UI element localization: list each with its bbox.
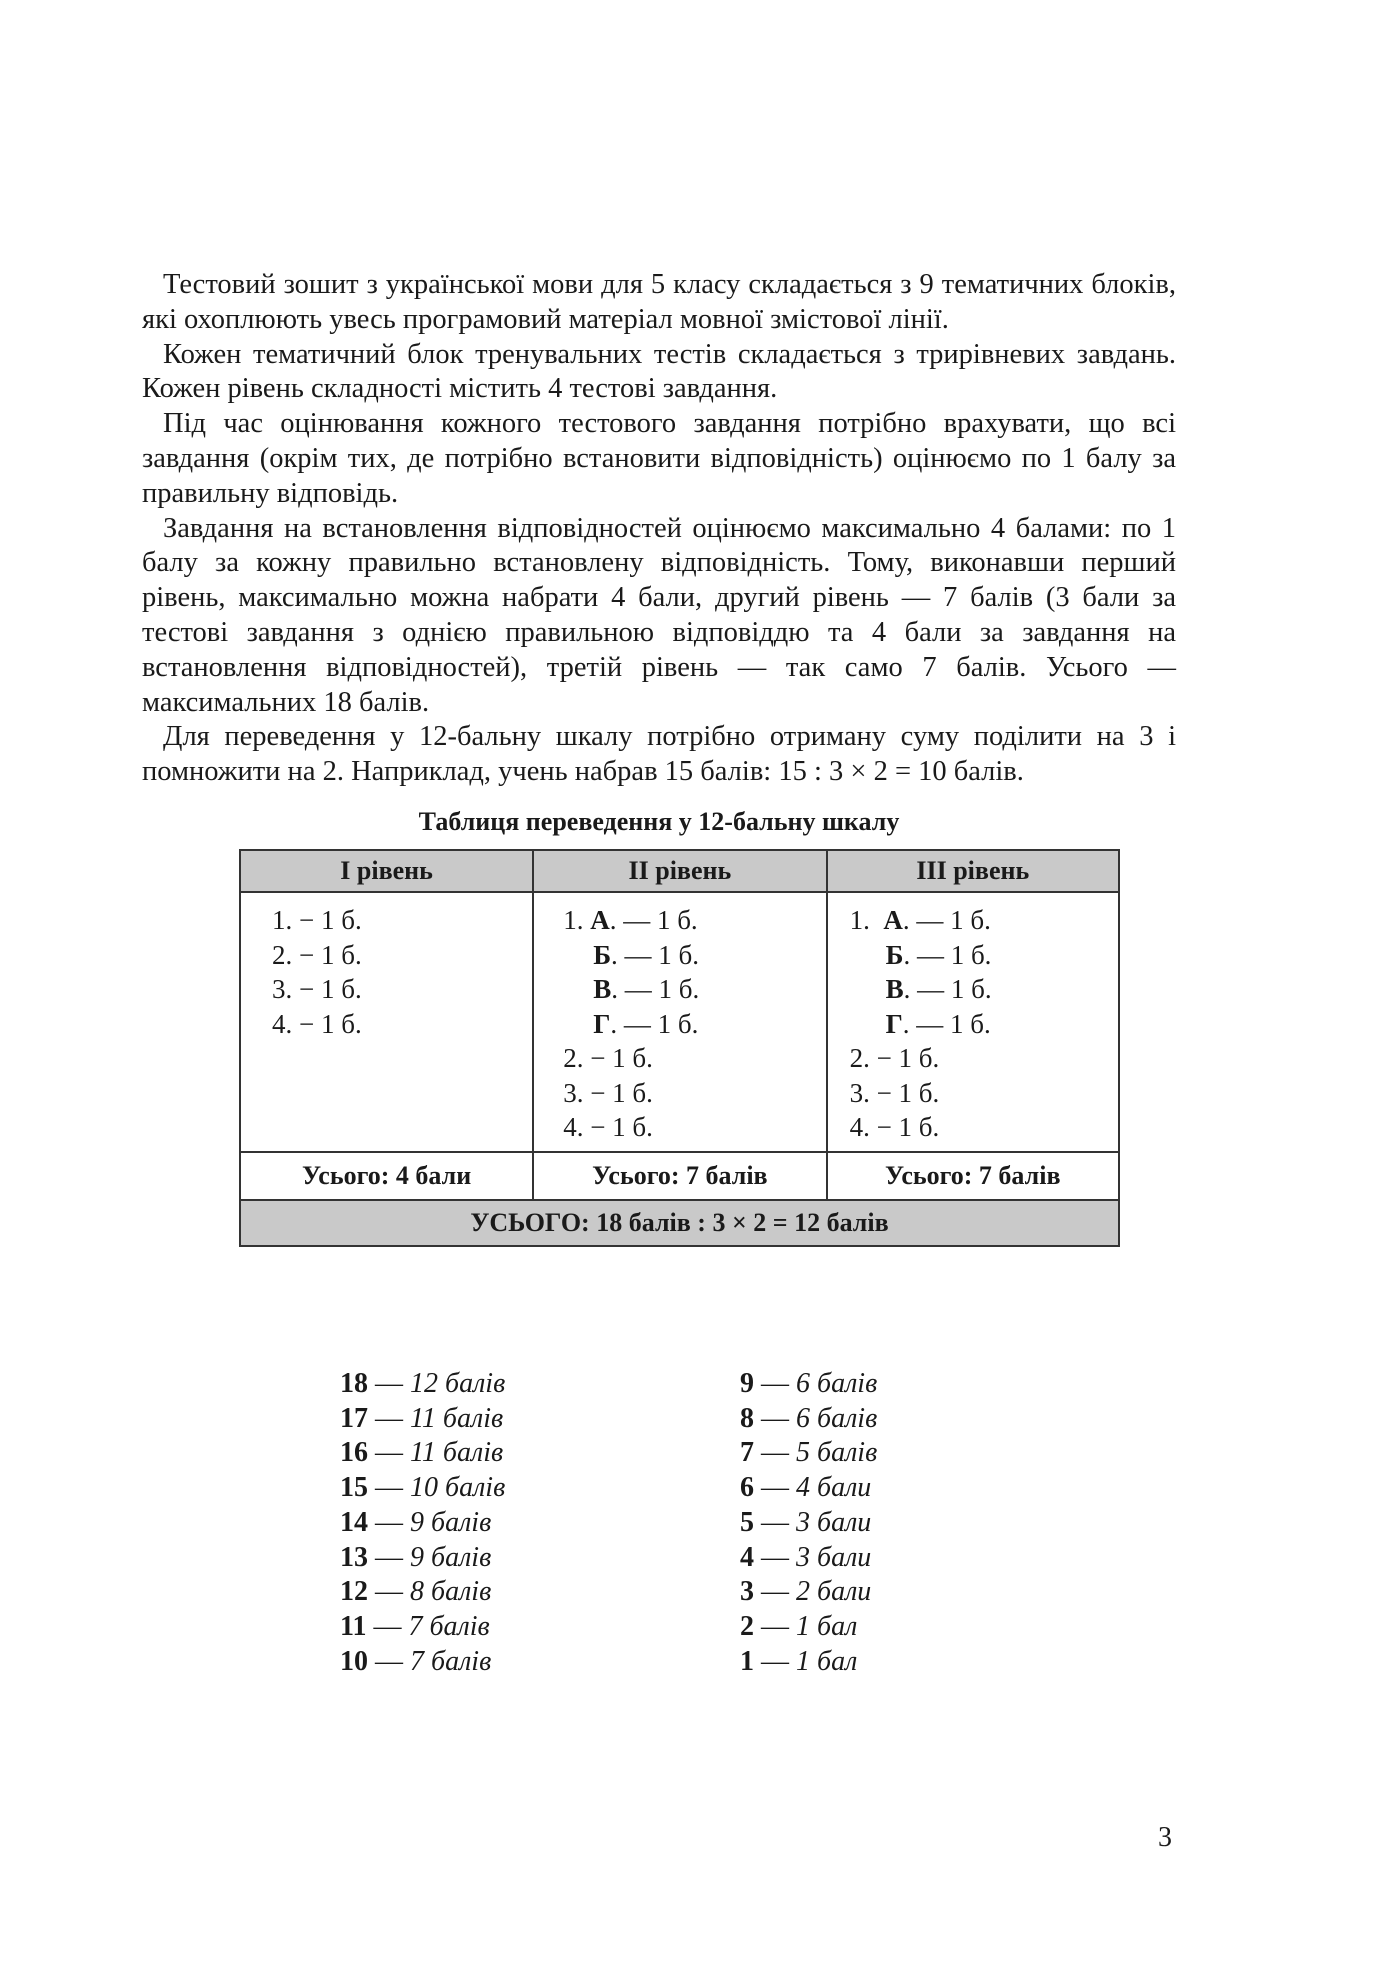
scale-left-column [340, 1367, 505, 1679]
scaled-grade: 9 балів [410, 1506, 492, 1538]
scale-row [740, 1402, 877, 1437]
item-number: 2. [563, 1043, 584, 1073]
item-score: . — 1 б. [611, 974, 700, 1004]
item-letter: Г [885, 1008, 903, 1039]
scaled-grade: 9 балів [410, 1541, 492, 1573]
table-item [850, 1110, 1118, 1145]
scale-row [740, 1506, 877, 1541]
table-item [850, 1076, 1118, 1111]
scaled-grade: 1 бал [796, 1645, 858, 1677]
raw-score: 13 [340, 1541, 368, 1573]
table-item [850, 938, 1118, 973]
raw-score: 17 [340, 1402, 368, 1434]
raw-score: 6 [740, 1472, 754, 1504]
item-letter: Г [593, 1008, 611, 1039]
subtotal-level-2: Усього: 7 балів [533, 1152, 826, 1200]
item-score: . — 1 б. [903, 939, 992, 970]
dash-separator: — [754, 1402, 796, 1434]
dash-separator: — [754, 1645, 796, 1677]
item-score: − 1 б. [292, 905, 362, 935]
scaled-grade: 12 балів [410, 1368, 506, 1399]
conversion-table [239, 849, 1120, 1247]
item-score: − 1 б. [869, 1043, 940, 1073]
dash-separator: — [754, 1541, 796, 1573]
scale-row [740, 1541, 877, 1576]
table-item [850, 1041, 1118, 1076]
table-item [272, 903, 532, 938]
raw-score: 2 [740, 1610, 754, 1642]
level-3-list [828, 903, 1118, 1145]
paragraph: Завдання на встановлення відповідностей оцінюємо максимально 4 балами: по 1 балу за кожну правильно встановлену відповідність. Тому, виконавши перший рівень, максимально можна набрати 4 бали, другий рівень — 7 балів (3 бали за тестові завдання з однією правильною відповіддю та 4 бали за завдання на встановлення відповідностей), третій рівень — так само 7 балів. Усього — максимальних 18 балів. [142, 512, 1176, 718]
scale-row [340, 1402, 505, 1437]
dash-separator: — [754, 1506, 796, 1538]
table-item [563, 1041, 825, 1076]
table-item [563, 938, 825, 973]
scale-row [740, 1367, 877, 1402]
raw-score: 7 [740, 1437, 754, 1469]
subtotal-level-3: Усього: 7 балів [827, 1152, 1119, 1200]
item-number: 4. [563, 1112, 584, 1142]
item-score: . — 1 б. [902, 905, 991, 935]
header-level-2: ІІ рівень [533, 850, 826, 892]
scale-row [740, 1436, 877, 1471]
item-number: 2. [272, 939, 293, 970]
item-letter: А [590, 905, 610, 935]
paragraph: Тестовий зошит з української мови для 5 класу складається з 9 тематичних блоків, які охоплюють увесь програмовий матеріал мовної змістової лінії. [142, 269, 1176, 335]
item-letter: В [885, 974, 904, 1004]
level-2-list [534, 903, 825, 1145]
raw-score: 10 [340, 1645, 368, 1677]
item-letter: Б [885, 939, 904, 970]
item-number: 4. [272, 1008, 293, 1039]
item-number: 1. [563, 905, 591, 935]
raw-score: 11 [340, 1610, 367, 1642]
table-item [850, 972, 1118, 1007]
scale-row [740, 1645, 877, 1680]
dash-separator: — [368, 1576, 410, 1608]
header-level-3: ІІІ рівень [827, 850, 1119, 892]
dash-separator: — [368, 1368, 410, 1399]
scale-row [740, 1575, 877, 1610]
dash-separator: — [754, 1472, 796, 1504]
table-item [850, 903, 1118, 938]
subtotal-level-1: Усього: 4 бали [240, 1152, 533, 1200]
dash-separator: — [754, 1610, 796, 1642]
item-score: . — 1 б. [903, 974, 992, 1004]
item-score: − 1 б. [292, 1008, 362, 1039]
scale-row [340, 1471, 505, 1506]
table-header-row [240, 850, 1119, 892]
raw-score: 12 [340, 1576, 368, 1608]
item-score: . — 1 б. [611, 939, 700, 970]
dash-separator: — [754, 1437, 796, 1469]
subtotal-row [240, 1152, 1119, 1200]
item-letter: Б [593, 939, 612, 970]
table-item [563, 972, 825, 1007]
table-item [563, 1076, 825, 1111]
raw-score: 1 [740, 1645, 754, 1677]
paragraph: Для переведення у 12-бальну шкалу потрібно отриману суму поділити на 3 і помножити на 2. Наприклад, учень набрав 15 балів: 15 : 3 × 2 = 10 балів. [142, 721, 1176, 788]
item-score: − 1 б. [583, 1043, 653, 1073]
scaled-grade: 7 балів [410, 1645, 492, 1677]
scaled-grade: 11 балів [410, 1402, 504, 1434]
item-score: − 1 б. [583, 1077, 653, 1108]
level-1-list [241, 903, 532, 1041]
level-2-items [533, 892, 826, 1152]
scaled-grade: 3 бали [796, 1506, 872, 1538]
scale-row [340, 1436, 505, 1471]
item-number: 1. [272, 905, 293, 935]
table-item [272, 1007, 532, 1042]
table-item [850, 1007, 1118, 1042]
header-level-1: І рівень [240, 850, 533, 892]
item-number: 1. [849, 905, 884, 935]
dash-separator: — [368, 1402, 410, 1434]
table-item [563, 903, 825, 938]
item-number: 3. [849, 1077, 870, 1108]
item-number: 4. [849, 1112, 870, 1142]
raw-score: 18 [340, 1368, 368, 1399]
table-caption: Таблиця переведення у 12-бальну шкалу [418, 807, 900, 836]
item-letter: А [883, 905, 903, 935]
item-score: − 1 б. [292, 974, 362, 1004]
scale-row [340, 1541, 505, 1576]
dash-separator: — [754, 1368, 796, 1399]
level-1-items [240, 892, 533, 1152]
scaled-grade: 1 бал [796, 1610, 858, 1642]
table-items-row [240, 892, 1119, 1152]
raw-score: 14 [340, 1506, 368, 1538]
scale-row [340, 1645, 505, 1680]
item-number: 3. [272, 974, 293, 1004]
table-item [563, 1007, 825, 1042]
item-letter: В [593, 974, 612, 1004]
item-score: − 1 б. [583, 1112, 653, 1142]
item-score: . — 1 б. [610, 1008, 699, 1039]
scaled-grade: 11 балів [410, 1437, 504, 1469]
dash-separator: — [368, 1506, 410, 1538]
paragraph: Під час оцінювання кожного тестового завдання потрібно врахувати, що всі завдання (окрім тих, де потрібно встановити відповідність) оцінюємо по 1 балу за правильну відповідь. [142, 408, 1176, 509]
table-item [563, 1110, 825, 1145]
grand-total: УСЬОГО: 18 балів : 3 × 2 = 12 балів [240, 1200, 1119, 1246]
scaled-grade: 3 бали [796, 1541, 872, 1573]
raw-score: 3 [740, 1576, 754, 1608]
table-item [272, 938, 532, 973]
item-number: 2. [849, 1043, 870, 1073]
dash-separator: — [366, 1610, 409, 1642]
scaled-grade: 5 балів [796, 1437, 878, 1469]
grand-total-row [240, 1200, 1119, 1246]
dash-separator: — [754, 1576, 796, 1608]
item-score: − 1 б. [869, 1112, 940, 1142]
dash-separator: — [368, 1472, 410, 1504]
item-score: . — 1 б. [609, 905, 698, 935]
item-score: . — 1 б. [902, 1008, 991, 1039]
scale-row [340, 1367, 505, 1402]
raw-score: 5 [740, 1506, 754, 1538]
item-number: 3. [563, 1077, 584, 1108]
raw-score: 4 [740, 1541, 754, 1573]
scale-row [340, 1610, 505, 1645]
item-score: − 1 б. [292, 939, 362, 970]
table-item [272, 972, 532, 1007]
scaled-grade: 6 балів [796, 1402, 878, 1434]
scale-row [340, 1506, 505, 1541]
page-number: 3 [1158, 1822, 1172, 1853]
scaled-grade: 2 бали [796, 1576, 872, 1608]
scale-row [740, 1471, 877, 1506]
scaled-grade: 10 балів [410, 1472, 506, 1504]
body-text [142, 268, 1176, 790]
raw-score: 9 [740, 1368, 754, 1399]
dash-separator: — [368, 1437, 410, 1469]
level-3-items [827, 892, 1119, 1152]
scale-right-column [740, 1367, 877, 1679]
item-score: − 1 б. [869, 1077, 940, 1108]
dash-separator: — [368, 1645, 410, 1677]
scaled-grade: 4 бали [796, 1472, 872, 1504]
scaled-grade: 6 балів [796, 1368, 878, 1399]
raw-score: 8 [740, 1402, 754, 1434]
raw-score: 16 [340, 1437, 368, 1469]
scale-row [740, 1610, 877, 1645]
scaled-grade: 7 балів [408, 1610, 490, 1642]
raw-score: 15 [340, 1472, 368, 1504]
dash-separator: — [368, 1541, 410, 1573]
paragraph: Кожен тематичний блок тренувальних тестів складається з трирівневих завдань. Кожен рівень складності містить 4 тестові завдання. [142, 338, 1176, 405]
scaled-grade: 8 балів [410, 1576, 492, 1608]
scale-row [340, 1575, 505, 1610]
